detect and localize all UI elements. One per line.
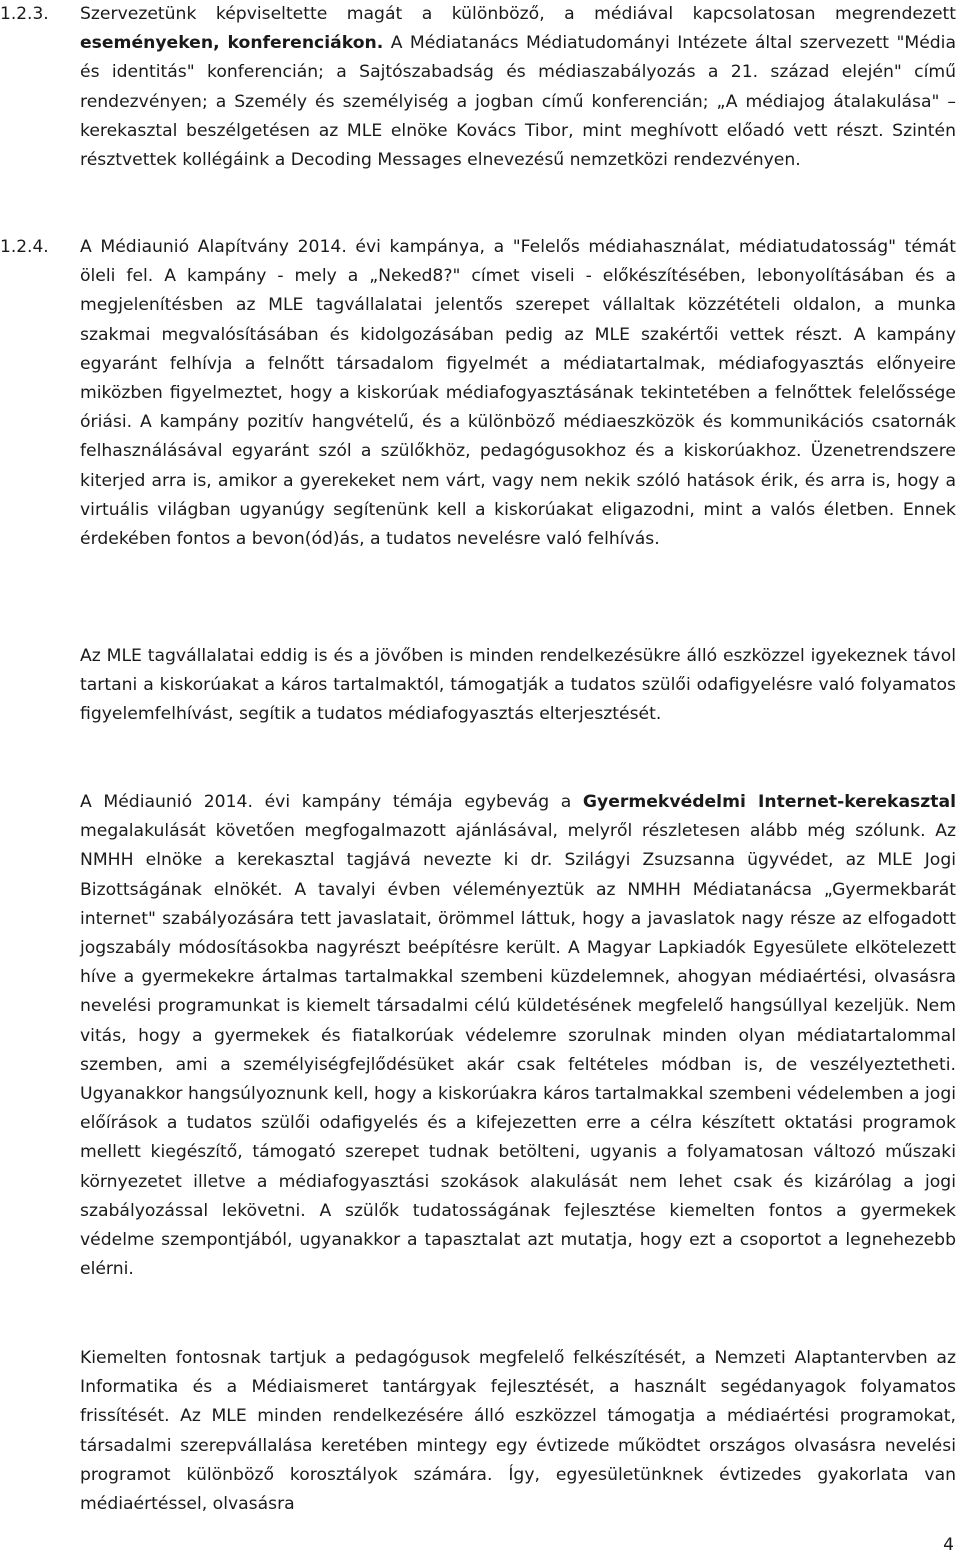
paragraph-mediaunio-2014 (80, 788, 956, 1284)
section-text-bold: eseményeken, konferenciákon. (80, 33, 384, 54)
section-1-2-3 (0, 0, 956, 175)
section-text (80, 0, 956, 175)
section-number: 1.2.3. (0, 4, 49, 24)
page-number: 4 (943, 1535, 954, 1555)
section-text-part: A Médiatanács Médiatudományi Intézete által szervezett "Média és identitás" konferencián; a Sajtószabadság és médiaszabályozás a 21. század elején" című rendezvényen; a Személy és személyiség a jogban című konferencián; „A médiajog átalakulása" – kerekasztal beszélgetésen az MLE elnöke Kovács Tibor, mint meghívott előadó vett részt. Szintén résztvettek kollégáink a Decoding Messages elnevezésű nemzetközi rendezvényen. (80, 33, 956, 171)
section-text-part: Szervezetünk képviseltette magát a különböző, a médiával kapcsolatosan megrendezett (80, 4, 956, 24)
section-number: 1.2.4. (0, 237, 49, 257)
paragraph-text-part: megalakulását követően megfogalmazott ajánlásával, melyről részletesen alább még szólunk. Az NMHH elnöke a kerekasztal tagjává nevezte ki dr. Szilágyi Zsuzsanna ügyvédet, az MLE Jogi Bizottságának elnökét. A tavalyi évben véleményeztük az NMHH Médiatanácsa „Gyermekbarát internet" szabályozására tett javaslatait, örömmel láttuk, hogy a javaslatok nagy része az elfogadott jogszabály módosításokba nagyrészt beépítésre került. A Magyar Lapkiadók Egyesülete elkötelezett híve a gyermekekre ártalmas tartalmakkal szembeni küzdelemnek, ahogyan médiaértési, olvasásra nevelési programunkat is kiemelt társadalmi célú küldetésének megfelelő hangsúllyal kezeljük. Nem vitás, hogy a gyermekek és fiatalkorúak védelemre szorulnak minden olyan médiatartalommal szemben, ami a személyiségfejlődésüket akár csak feltételes módban is, de veszélyeztetheti. Ugyanakkor hangsúlyoznunk kell, hogy a kiskorúakra káros tartalmakkal szembeni védelemben a jogi előírások a tudatos szülői odafigyelés és a kifejezetten erre a célra készített oktatási programok mellett kiegészítő, támogató szerepet tudnak betölteni, ugyanis a folyamatosan változó műszaki környezetet illetve a médiafogyasztási szokások alakulását nem lehet csak és kizárólag a jogi szabályozással lekövetni. A szülők tudatosságának fejlesztése kiemelten fontos a gyermekek védelme szempontjából, ugyanakkor a tapasztalat azt mutatja, hogy ezt a csoportot a legnehezebb elérni. (80, 821, 956, 1280)
paragraph-text-bold: Gyermekvédelmi Internet-kerekasztal (582, 792, 956, 812)
section-1-2-4 (0, 233, 956, 554)
section-text: A Médiaunió Alapítvány 2014. évi kampánya, a "Felelős médiahasználat, médiatudatosság" témát öleli fel. A kampány - mely a „Neked8?" címet viseli - előkészítésében, lebonyolításában és a megjelenítésben az MLE tagvállalatai jelentős szerepet vállaltak közzétételi oldalon, a munka szakmai megvalósításában és kidolgozásában pedig az MLE szakértői vettek részt. A kampány egyaránt felhívja a felnőtt társadalom figyelmét a médiatartalmak, médiafogyasztás előnyeire miközben figyelmeztet, hogy a kiskorúak médiafogyasztásának tekintetében a felnőttek felelőssége óriási. A kampány pozitív hangvételű, és a különböző médiaeszközök és kommunikációs csatornák felhasználásával egyaránt szól a szülőkhöz, pedagógusokhoz és a kiskorúakhoz. Üzenetrendszere kiterjed arra is, amikor a gyerekeket nem várt, vagy nem nekik szóló hatások érik, és arra is, hogy a virtuális világban ugyanúgy segítenünk kell a kiskorúakat eligazodni, mint a valós életben. Ennek érdekében fontos a bevon(ód)ás, a tudatos nevelésre való felhívás. (80, 237, 956, 550)
paragraph-mle-members: Az MLE tagvállalatai eddig is és a jövőben is minden rendelkezésükre álló eszközzel igyekeznek távol tartani a kiskorúakat a káros tartalmaktól, támogatják a tudatos szülői odafigyelésre való folyamatos figyelemfelhívást, segítik a tudatos médiafogyasztás elterjesztését. (80, 646, 956, 725)
paragraph-text-part: A Médiaunió 2014. évi kampány témája egybevág a (80, 792, 583, 812)
paragraph-pedagogues: Kiemelten fontosnak tartjuk a pedagógusok megfelelő felkészítését, a Nemzeti Alaptantervben az Informatika és a Médiaismeret tantárgyak fejlesztését, a használt segédanyagok folyamatos frissítését. Az MLE minden rendelkezésére álló eszközzel támogatja a médiaértési programokat, társadalmi szerepvállalása keretében mintegy egy évtizede működtet országos olvasásra nevelési programot különböző korosztályok számára. Így, egyesületünknek évtizedes gyakorlata van médiaértéssel, olvasásra (80, 1348, 956, 1515)
